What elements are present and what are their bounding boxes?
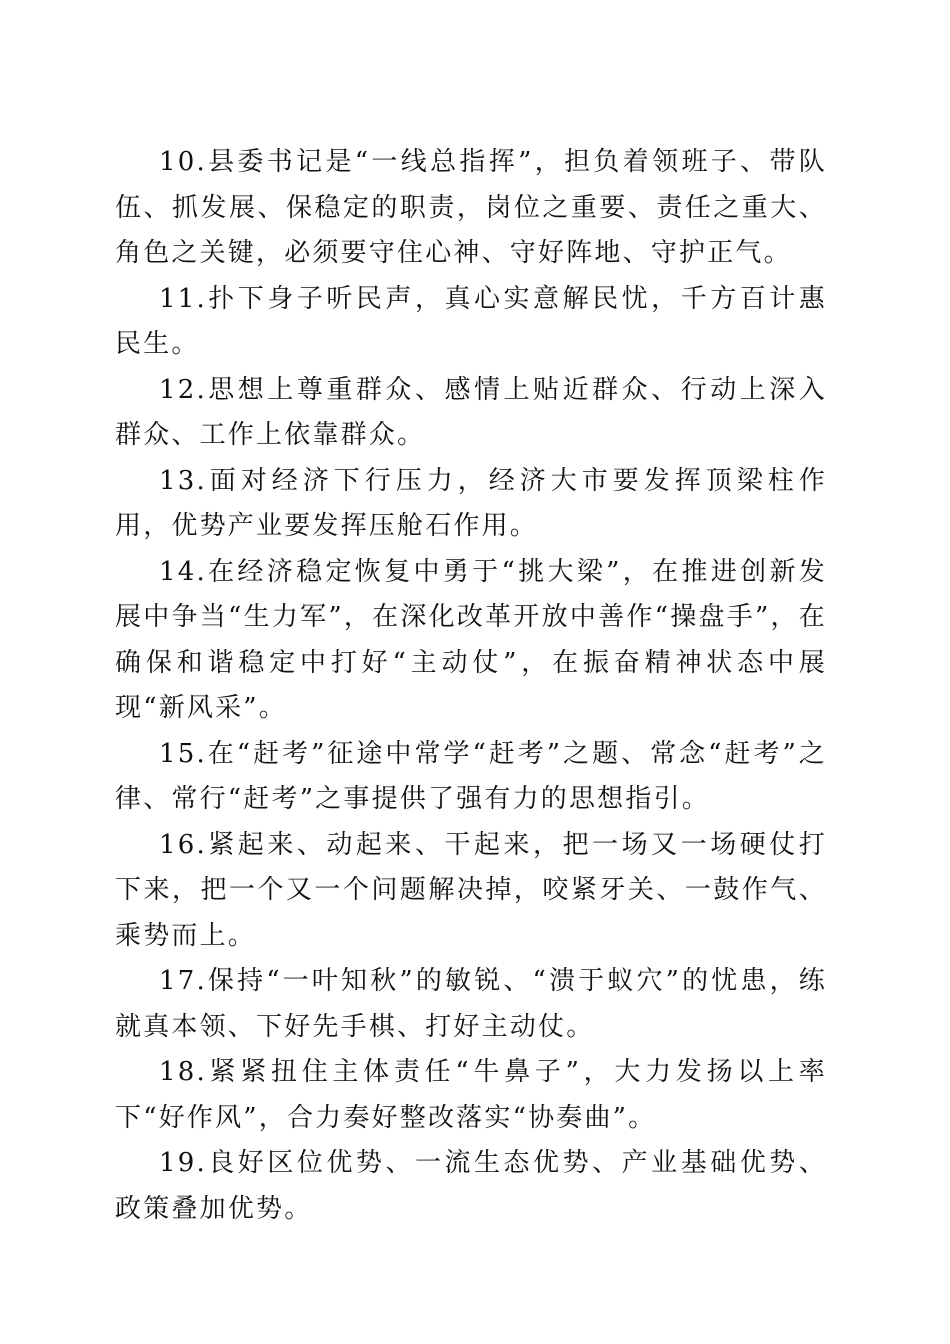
paragraph-14: 14.在经济稳定恢复中勇于“挑大梁”，在推进创新发展中争当“生力军”，在深化改革开放中善作“操盘手”，在确保和谐稳定中打好“主动仗”，在振奋精神状态中展现“新风采”。 <box>115 556 827 723</box>
paragraph-11: 11.扑下身子听民声，真心实意解民忧，千方百计惠民生。 <box>115 283 827 359</box>
document-body <box>115 140 827 1232</box>
paragraph-18: 18.紧紧扭住主体责任“牛鼻子”，大力发扬以上率下“好作风”，合力奏好整改落实“协奏曲”。 <box>115 1057 827 1133</box>
paragraph-16: 16.紧起来、动起来、干起来，把一场又一场硬仗打下来，把一个又一个问题解决掉，咬紧牙关、一鼓作气、乘势而上。 <box>115 829 827 951</box>
paragraph-15: 15.在“赶考”征途中常学“赶考”之题、常念“赶考”之律、常行“赶考”之事提供了强有力的思想指引。 <box>115 738 827 814</box>
paragraph-17: 17.保持“一叶知秋”的敏锐、“溃于蚁穴”的忧患，练就真本领、下好先手棋、打好主动仗。 <box>115 966 827 1042</box>
paragraph-12: 12.思想上尊重群众、感情上贴近群众、行动上深入群众、工作上依靠群众。 <box>115 374 827 450</box>
paragraph-10: 10.县委书记是“一线总指挥”，担负着领班子、带队伍、抓发展、保稳定的职责，岗位之重要、责任之重大、角色之关键，必须要守住心神、守好阵地、守护正气。 <box>115 147 827 268</box>
paragraph-19: 19.良好区位优势、一流生态优势、产业基础优势、政策叠加优势。 <box>115 1148 827 1224</box>
paragraph-13: 13.面对经济下行压力，经济大市要发挥顶梁柱作用，优势产业要发挥压舱石作用。 <box>115 465 827 541</box>
